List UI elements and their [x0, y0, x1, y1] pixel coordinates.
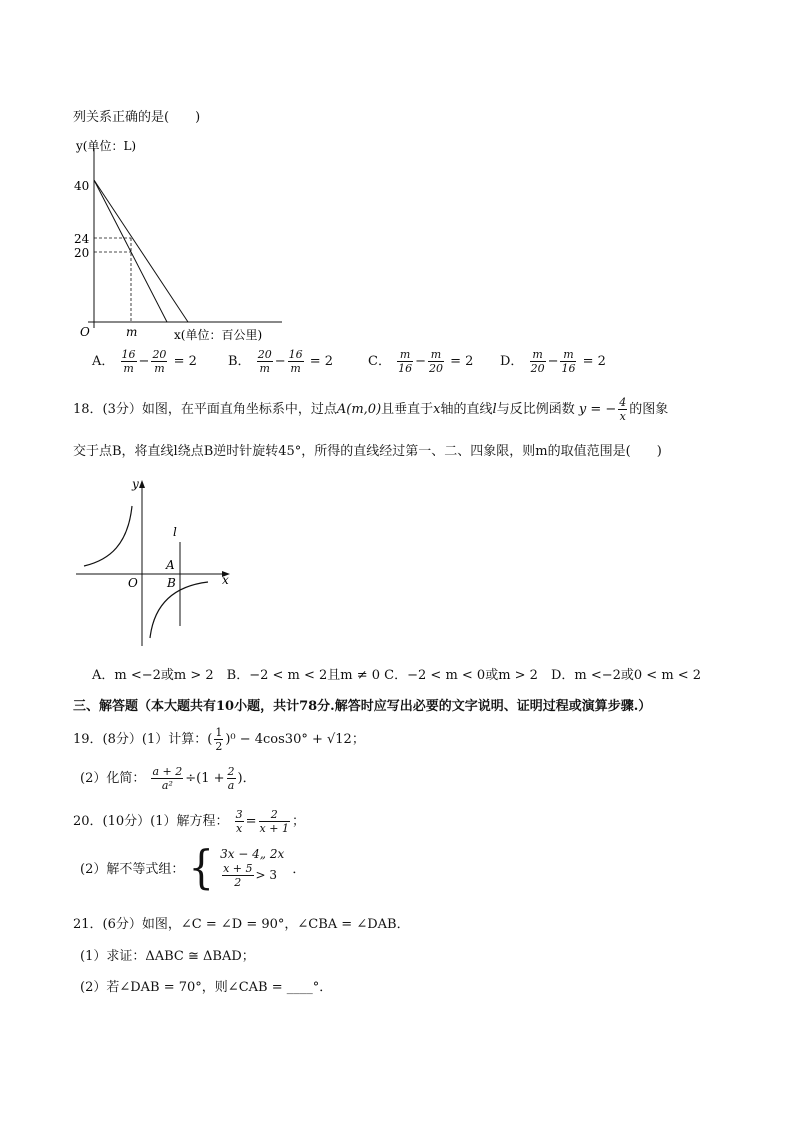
option-letter: C． — [368, 354, 391, 369]
q18-options: A．m <−2或m > 2 B．−2 < m < 2且m ≠ 0 C．−2 < m < 0或m > 2 D．m <−2或0 < m < 2 — [92, 668, 702, 683]
q17-option-b: B． $\frac{20}{m}$ − $\frac{16}{m}$ = 2 — [228, 348, 334, 375]
q19-part-1: 19．(8分）(1）计算：( $\frac{1}{2}$ )⁰ − 4cos30° + √12； — [73, 726, 365, 753]
q17-option-a: A． $\frac{16}{m}$ − $\frac{20}{m}$ = 2 — [92, 348, 197, 375]
q18-hyperbola-branch-4 — [150, 582, 208, 638]
q17-origin: O — [80, 325, 90, 339]
option-letter: A． — [92, 354, 115, 369]
q18-label-O: O — [128, 576, 138, 590]
q18-label-l: l — [173, 525, 177, 539]
q17-y-tick-24: 24 — [74, 232, 90, 246]
q21-line-1: 21．(6分）如图，∠C = ∠D = 90°，∠CBA = ∠DAB． — [73, 917, 410, 932]
q18-label-B: B — [167, 576, 176, 590]
q18-label-A: A — [166, 558, 175, 572]
q18-label-y: y — [132, 477, 139, 491]
q18-line-2: 交于点B，将直线l绕点B逆时针旋转45°，所得的直线经过第一、二、四象限，则m的取值范围是( ) — [73, 444, 662, 459]
q17-graph — [70, 136, 300, 346]
section-3-heading: 三、解答题（本大题共有10小题，共计78分.解答时应写出必要的文字说明、证明过程或演算步骤.） — [73, 699, 652, 714]
q17-option-d: D． $\frac{m}{20}$ − $\frac{m}{16}$ = 2 — [500, 348, 606, 375]
q21-line-2: (1）求证：ΔABC ≅ ΔBAD； — [80, 949, 255, 964]
q17-x-label: x(单位：百公里) — [174, 328, 263, 342]
option-letter: B． — [228, 354, 251, 369]
q18-graph — [70, 474, 250, 652]
q18-label-x: x — [222, 573, 229, 587]
q17-line-1 — [94, 180, 167, 322]
q17-line-2 — [94, 180, 188, 322]
q18-hyperbola-branch-2 — [84, 506, 132, 566]
q17-y-tick-20: 20 — [74, 246, 90, 260]
q20-part-1: 20．(10分）(1）解方程： $\frac{3}{x}$ = $\frac{2}{x + 1}$ ； — [73, 808, 305, 835]
q17-option-c: C． $\frac{m}{16}$ − $\frac{m}{20}$ = 2 — [368, 348, 474, 375]
q17-y-label: y(单位：L) — [76, 139, 137, 153]
q19-part-2: (2）化简： $\frac{a + 2}{\text{a²}}$ ÷(1 + $\frac{2}{a}$ )． — [80, 765, 256, 792]
q17-y-tick-40: 40 — [74, 179, 90, 193]
q17-x-tick-m: m — [126, 325, 138, 339]
q21-line-3: (2）若∠DAB = 70°，则∠CAB = ____°． — [80, 980, 333, 995]
q17-stem-tail: 列关系正确的是( ) — [73, 110, 201, 125]
q18-line-1: 18．(3分）如图，在平面直角坐标系中，过点A(m,0)且垂直于x轴的直线l与反比例函数 y = − $\frac{4}{x}$ 的图象 — [73, 396, 669, 423]
q20-part-2: (2）解不等式组： { 3x − 4„ 2x $\frac{x + 5}{2}$ > 3 ． — [80, 841, 306, 894]
option-letter: D． — [500, 354, 524, 369]
